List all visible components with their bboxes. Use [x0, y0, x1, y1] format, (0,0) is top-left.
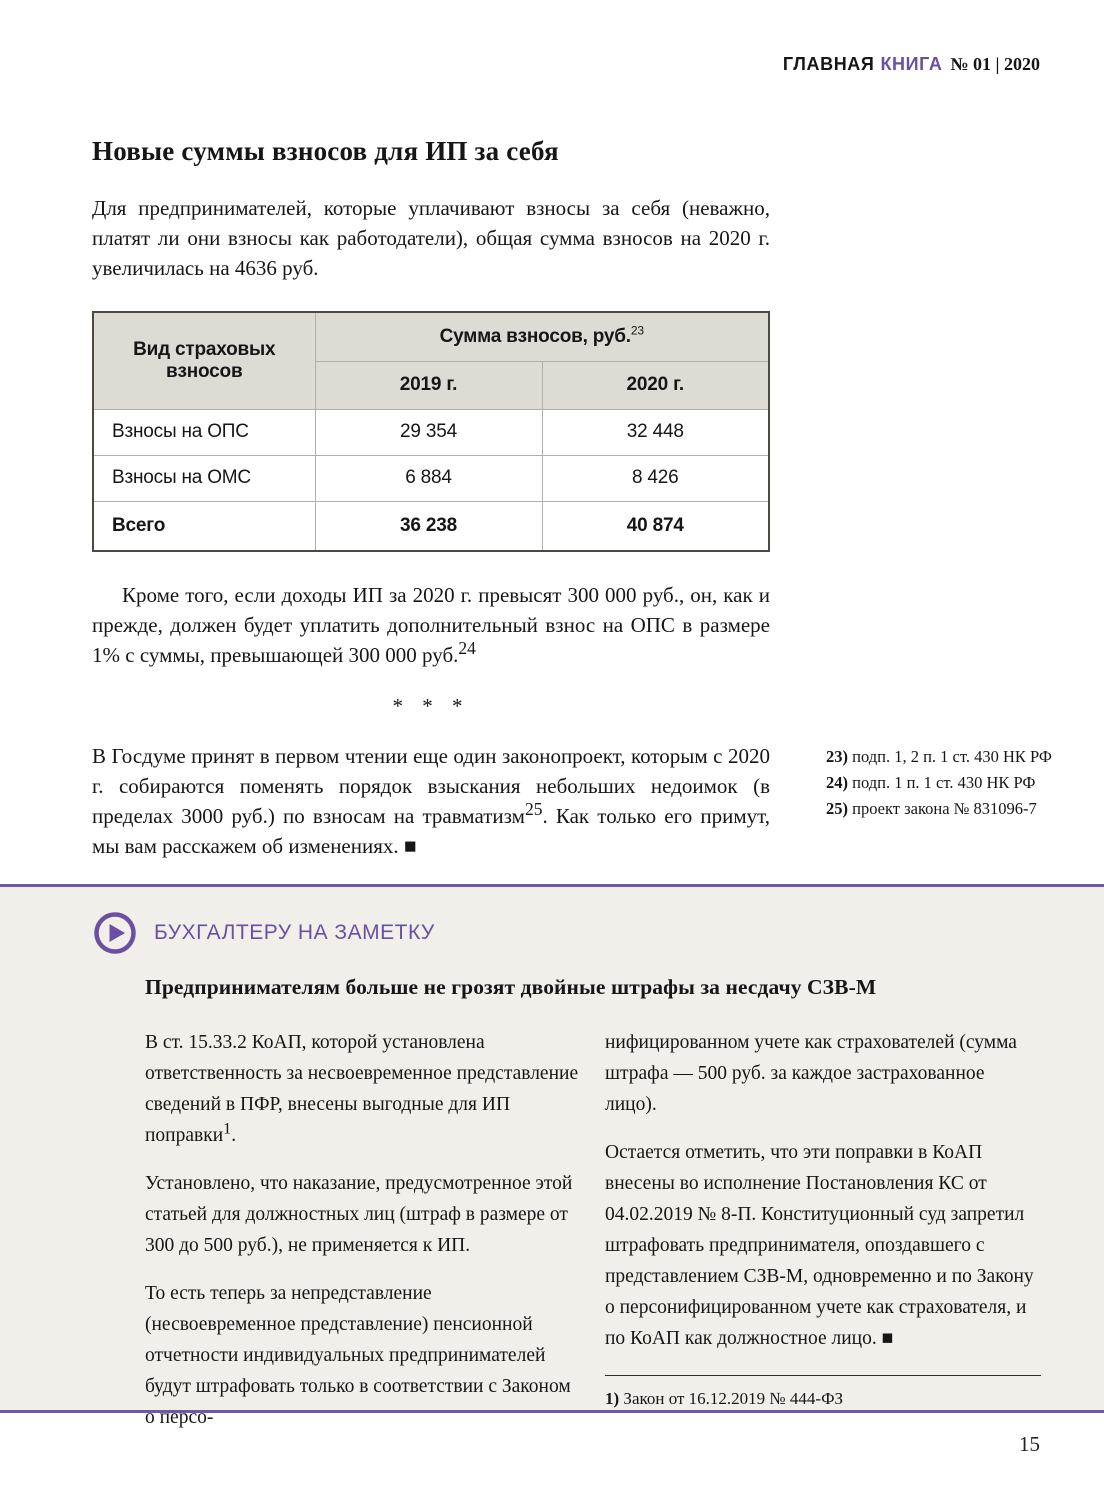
- note-column-right: [605, 1027, 1041, 1450]
- paragraph-text: В Госдуме принят в первом чтении еще один законопроект, которым с 2020 г. собираются поменять порядок взыскания небольших недоимок (в пределах 3000 руб.) по взносам на травматизм: [92, 744, 770, 828]
- brand-name-black: ГЛАВНАЯ: [782, 54, 875, 74]
- brand-name-purple: КНИГА: [880, 54, 943, 74]
- table-cell-label: Взносы на ОМС: [93, 455, 315, 501]
- note-footnote: [605, 1375, 1041, 1411]
- sidenote-text: подп. 1, 2 п. 1 ст. 430 НК РФ: [852, 747, 1052, 766]
- sidenote-number: 23): [826, 747, 848, 766]
- play-icon: [93, 911, 137, 955]
- table-cell-2020: 32 448: [542, 409, 769, 455]
- note-section: [0, 884, 1104, 1428]
- table-header-2020: 2020 г.: [542, 361, 769, 409]
- sidenotes: [826, 744, 1054, 822]
- note-columns: [145, 1027, 1041, 1450]
- note-paragraph: нифицированном учете как страхователей (сумма штрафа — 500 руб. за каждое застрахованное лицо).: [605, 1032, 1017, 1115]
- table-cell-2020: 40 874: [542, 501, 769, 551]
- note-column-left: [145, 1027, 581, 1450]
- table-header-sum: [315, 312, 769, 361]
- footnote-ref-1: 1: [223, 1119, 232, 1138]
- note-kicker: [93, 911, 435, 955]
- table-cell-2020: 8 426: [542, 455, 769, 501]
- sidenote-23: [826, 744, 1054, 770]
- paragraph-text-end: . Как только его примут, мы вам расскажем об изменениях. ■: [92, 804, 770, 858]
- footnote-ref-23: 23: [630, 323, 644, 338]
- paragraph-text: В ст. 15.33.2 КоАП, которой установлена ответственность за несвоевременное представление сведений в ПФР, внесены выгодные для ИП поправки: [145, 1032, 579, 1146]
- masthead: [783, 54, 1040, 75]
- page-number: 15: [1019, 1432, 1040, 1456]
- table-cell-label: Всего: [93, 501, 315, 551]
- table-header-row: [93, 312, 769, 361]
- note-title: Предпринимателям больше не грозят двойные штрафы за несдачу СЗВ-М: [145, 975, 877, 999]
- table-cell-2019: 36 238: [315, 501, 542, 551]
- table-header-sum-text: Сумма взносов, руб.: [439, 325, 631, 347]
- footnote-ref-24: 24: [458, 638, 476, 658]
- sidenote-text: подп. 1 п. 1 ст. 430 НК РФ: [852, 773, 1036, 792]
- article-title: Новые суммы взносов для ИП за себя: [92, 136, 559, 166]
- note-paragraph: [145, 1027, 581, 1151]
- table-row-total: [93, 501, 769, 551]
- sidenote-24: [826, 770, 1054, 796]
- note-kicker-label: БУХГАЛТЕРУ НА ЗАМЕТКУ: [154, 921, 435, 944]
- contributions-table: [92, 311, 770, 552]
- article: [92, 136, 770, 861]
- note-paragraph: Установлено, что наказание, предусмотренное этой статьей для должностных лиц (штраф в размере от 300 до 500 руб.), не применяется к ИП.: [145, 1173, 573, 1256]
- table-cell-label: Взносы на ОПС: [93, 409, 315, 455]
- table-cell-2019: 6 884: [315, 455, 542, 501]
- table-row-oms: [93, 455, 769, 501]
- sidenote-text: проект закона № 831096-7: [852, 799, 1037, 818]
- article-closing-paragraph: [92, 741, 770, 861]
- footnote-text: Закон от 16.12.2019 № 444-ФЗ: [623, 1389, 844, 1408]
- table-header-2019: 2019 г.: [315, 361, 542, 409]
- footnote-ref-25: 25: [524, 799, 543, 819]
- footnote-number: 1): [605, 1389, 620, 1408]
- sidenote-number: 25): [826, 799, 848, 818]
- sidenote-25: [826, 796, 1054, 822]
- table-header-kind: Вид страховых взносов: [93, 312, 315, 409]
- section-separator: * * *: [392, 694, 470, 718]
- article-intro-paragraph: Для предпринимателей, которые уплачивают взносы за себя (неважно, платят ли они взносы как работодатели), общая сумма взносов на 2020 г. увеличилась на 4636 руб.: [92, 196, 770, 280]
- paragraph-text-end: .: [231, 1125, 237, 1146]
- paragraph-text: Кроме того, если доходы ИП за 2020 г. превысят 300 000 руб., он, как и прежде, должен будет уплатить дополнительный взнос на ОПС в размере 1% с суммы, превышающей 300 000 руб.: [92, 583, 770, 667]
- article-extra-paragraph: [92, 580, 770, 670]
- table-row-ops: [93, 409, 769, 455]
- issue-number: № 01 | 2020: [950, 54, 1040, 74]
- sidenote-number: 24): [826, 773, 848, 792]
- note-paragraph: То есть теперь за непредставление (несвоевременное представление) пенсионной отчетности индивидуальных предпринимателей будут штрафовать только в соответствии с Законом о персо-: [145, 1283, 571, 1428]
- table-cell-2019: 29 354: [315, 409, 542, 455]
- note-paragraph: Остается отметить, что эти поправки в КоАП внесены во исполнение Постановления КС от 04.02.2019 № 8-П. Конституционный суд запретил штрафовать предпринимателя, опоздавшего с представлением СЗВ-М, одновременно и по Закону о персонифицированном учете как страхователя, и по КоАП как должностное лицо. ■: [605, 1142, 1034, 1349]
